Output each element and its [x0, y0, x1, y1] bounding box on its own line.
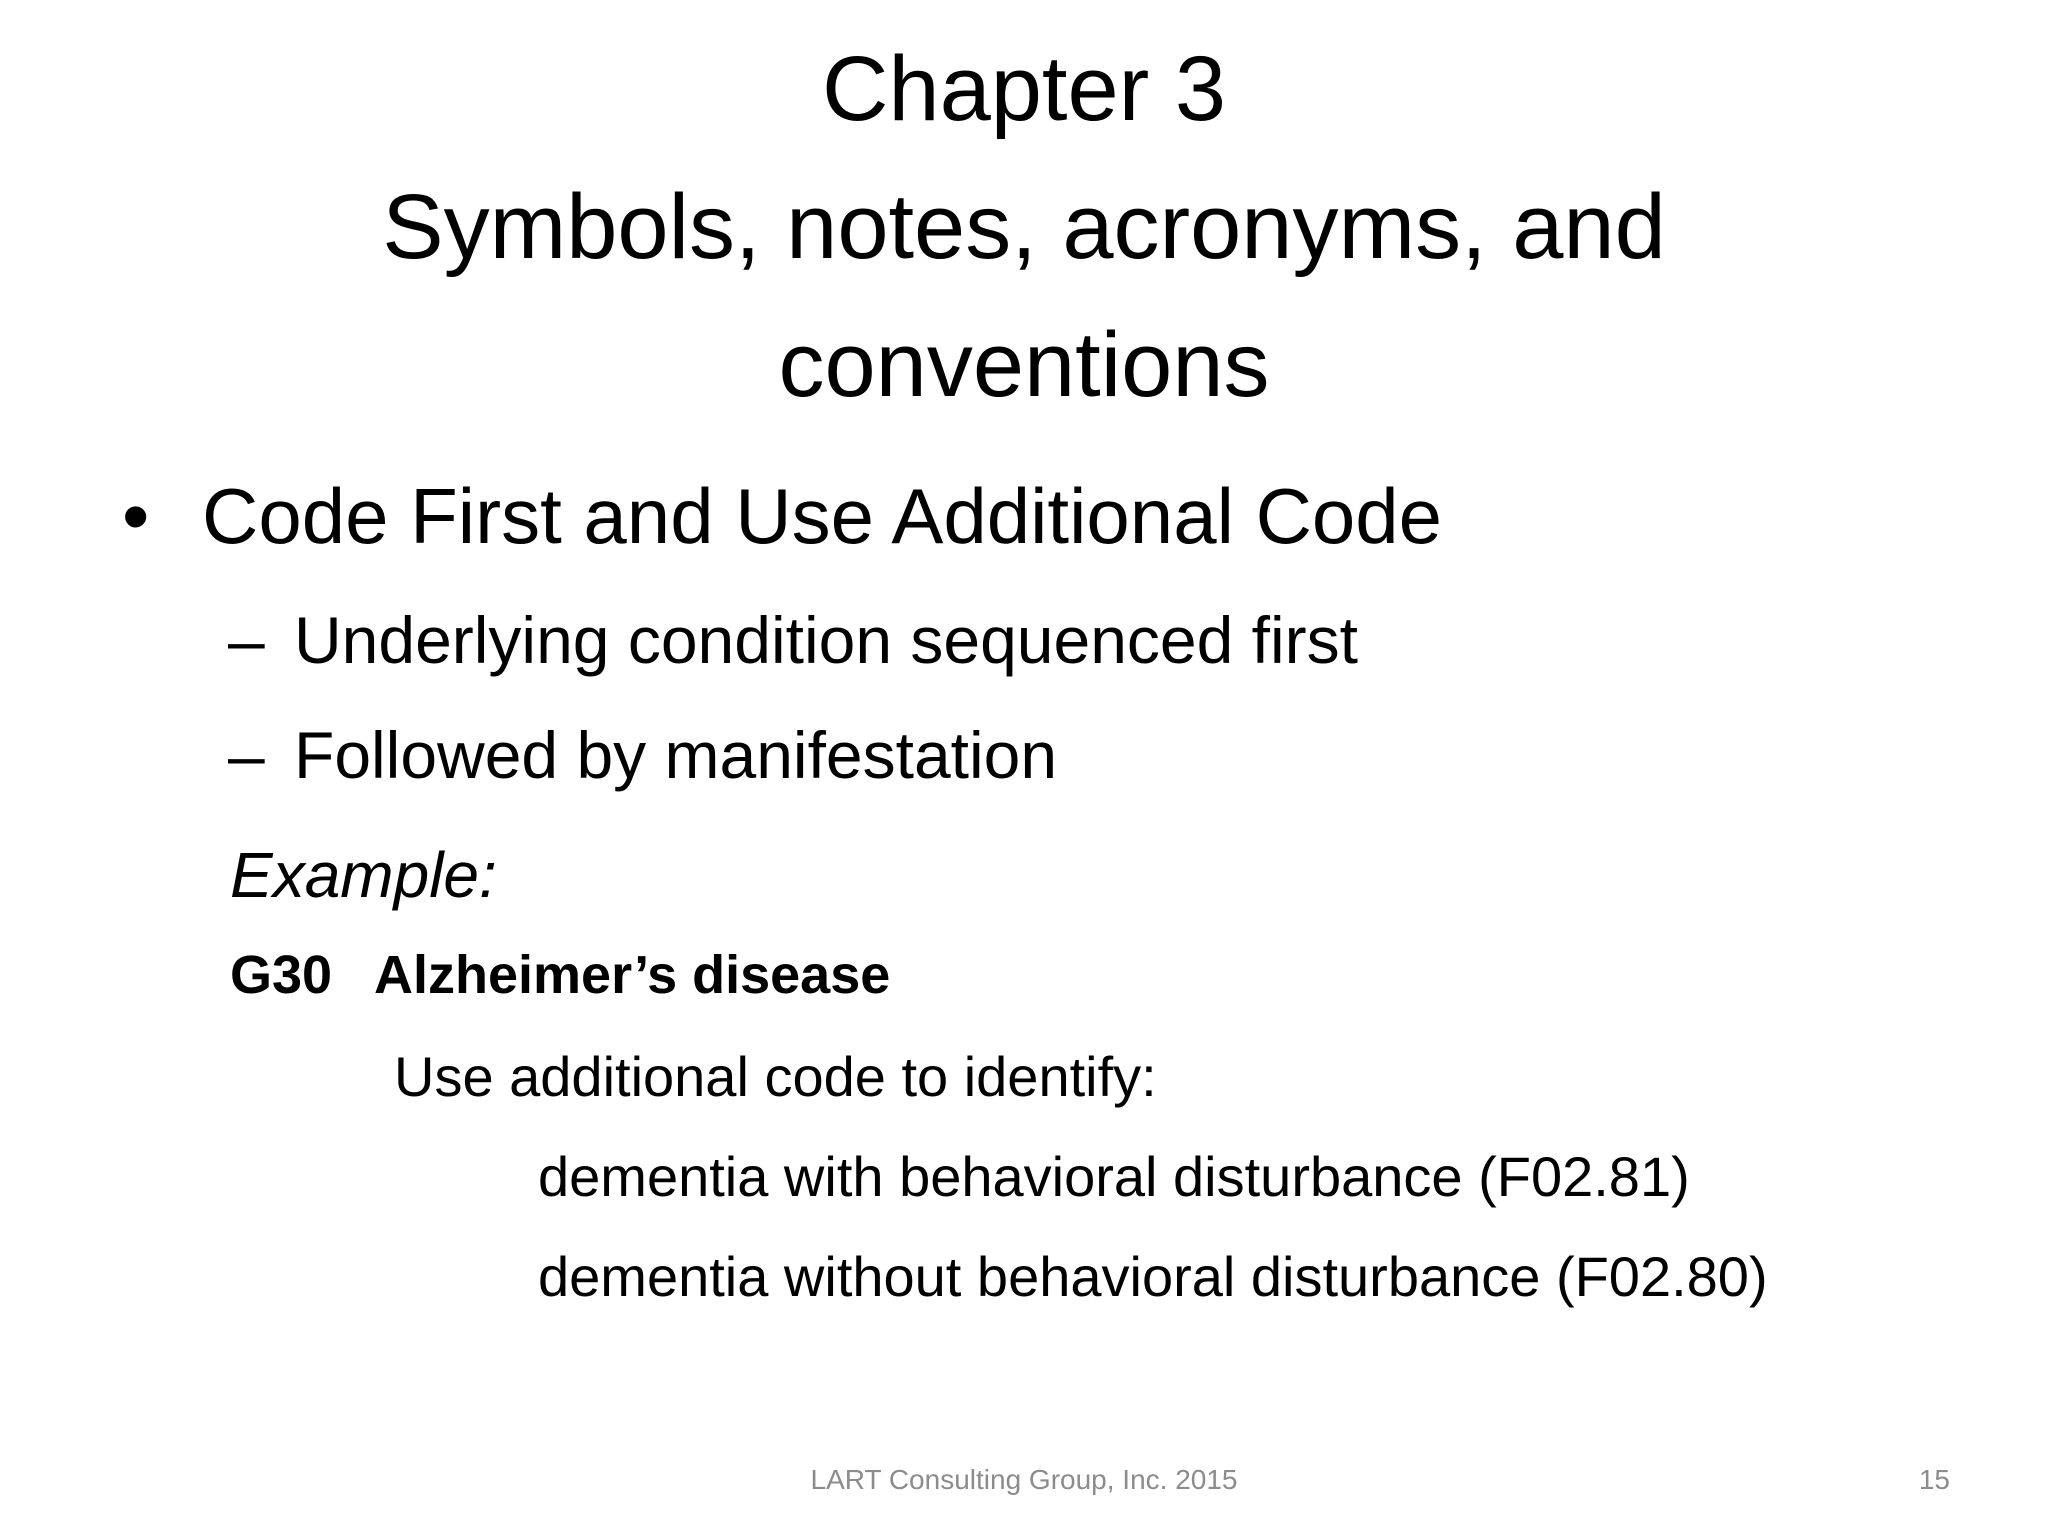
sub-item-marker: – — [228, 718, 265, 792]
title-line: Symbols, notes, acronyms, and — [382, 176, 1666, 278]
code-entry-code: G30 — [230, 945, 333, 1005]
bullet-marker: • — [122, 472, 150, 560]
code-entry — [230, 935, 890, 1015]
slide-footer: LART Consulting Group, Inc. 2015 — [810, 1464, 1238, 1495]
slide-title — [0, 20, 2048, 434]
bullet-text: Code First and Use Additional Code — [202, 472, 1443, 560]
page-number: 15 — [1918, 1464, 1950, 1495]
sub-item-text: Underlying condition sequenced first — [294, 603, 1358, 677]
example-label: Example: — [230, 839, 497, 911]
code-list-item: dementia without behavioral disturbance (F02.80) — [538, 1245, 1768, 1308]
bullet-item — [122, 466, 1442, 566]
title-line: Chapter 3 — [821, 38, 1227, 140]
code-entry-description: Alzheimer’s disease — [374, 945, 891, 1005]
title-line: conventions — [778, 314, 1270, 416]
code-list-item: dementia with behavioral disturbance (F02.81) — [538, 1145, 1690, 1208]
sub-item — [228, 595, 1358, 685]
instruction-note: Use additional code to identify: — [394, 1045, 1157, 1108]
sub-item-marker: – — [228, 603, 265, 677]
sub-item — [228, 710, 1057, 800]
sub-item-text: Followed by manifestation — [294, 718, 1058, 792]
